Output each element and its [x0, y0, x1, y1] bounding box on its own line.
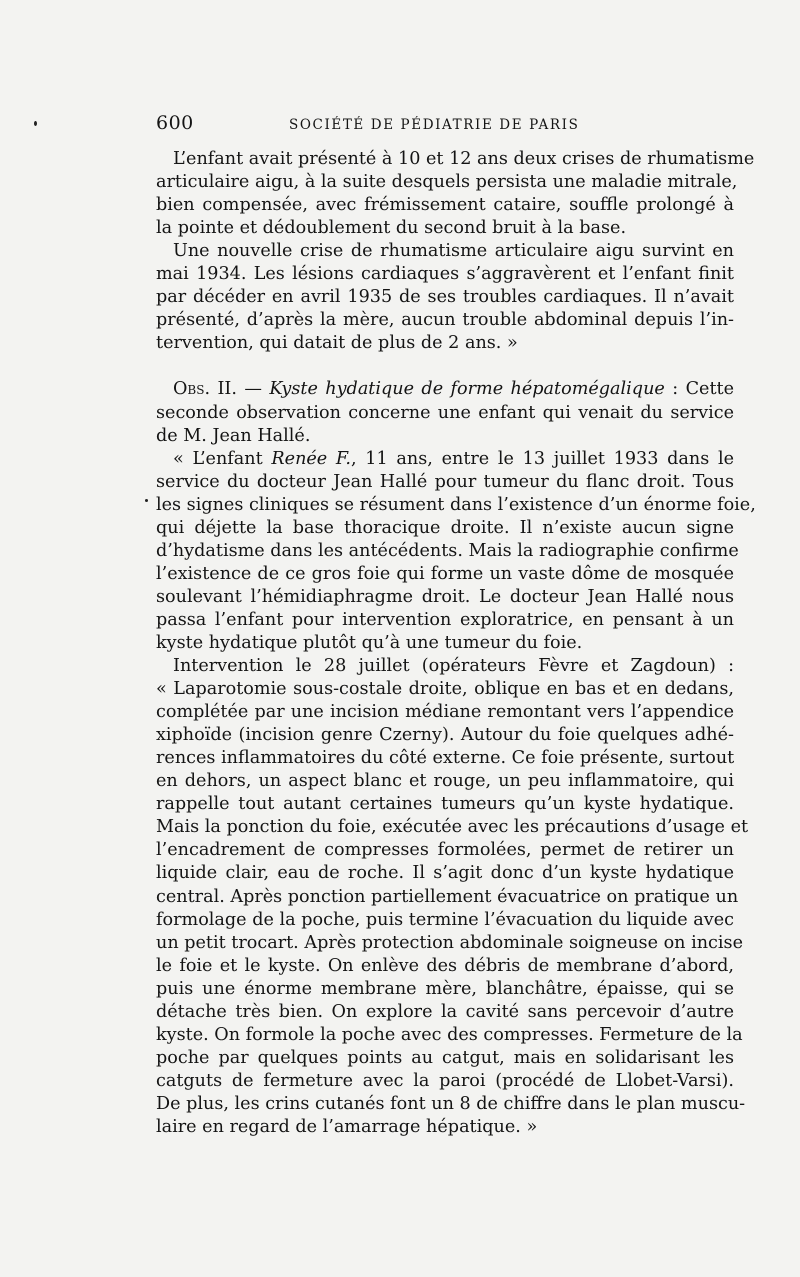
text-line: présenté, d’après la mère, aucun trouble abdominal depuis l’in-: [156, 310, 734, 331]
observation-label: Obs. II.: [173, 379, 237, 400]
patient-name: Renée F.: [271, 448, 351, 469]
text-line: puis une énorme membrane mère, blanchâtre, épaisse, qui se: [156, 978, 734, 999]
text-line: Intervention le 28 juillet (opérateurs Fèvre et Zagdoun) :: [173, 656, 734, 677]
text-line: Une nouvelle crise de rhumatisme articulaire aigu survint en: [173, 241, 734, 262]
page-header: [156, 112, 734, 136]
text-line: détache très bien. On explore la cavité sans percevoir d’autre: [156, 1001, 734, 1022]
text-line: formolage de la poche, puis termine l’évacuation du liquide avec: [156, 909, 734, 930]
text-line: en dehors, un aspect blanc et rouge, un peu inflammatoire, qui: [156, 771, 734, 792]
text-line: kyste. On formole la poche avec des compresses. Fermeture de la: [156, 1024, 743, 1045]
text-line: service du docteur Jean Hallé pour tumeur du flanc droit. Tous: [156, 471, 734, 492]
text-line: qui déjette la base thoracique droite. Il n’existe aucun signe: [156, 517, 734, 538]
text-line: tervention, qui datait de plus de 2 ans. »: [156, 333, 518, 354]
observation-title: Kyste hydatique de forme hépatomégalique: [269, 379, 665, 400]
text-line: L’enfant avait présenté à 10 et 12 ans deux crises de rhumatisme: [173, 149, 755, 169]
scan-speck: [34, 121, 37, 126]
patient-line: [156, 448, 734, 471]
text-line: Mais la ponction du foie, exécutée avec les précautions d’usage et: [156, 817, 749, 838]
text-line: de M. Jean Hallé.: [156, 425, 311, 446]
text-line: les signes cliniques se résument dans l’existence d’un énorme foie,: [156, 494, 756, 515]
text-line: complétée par une incision médiane remontant vers l’appendice: [156, 702, 734, 723]
text-line: d’hydatisme dans les antécédents. Mais la radiographie confirme: [156, 540, 739, 561]
running-title: SOCIÉTÉ DE PÉDIATRIE DE PARIS: [289, 117, 580, 133]
text-line: un petit trocart. Après protection abdominale soigneuse on incise: [156, 932, 743, 953]
page-number: 600: [156, 112, 194, 134]
observation-dash: —: [236, 379, 270, 400]
text-line: par décéder en avril 1935 de ses troubles cardiaques. Il n’avait: [156, 287, 734, 308]
patient-line-rest: , 11 ans, entre le 13 juillet 1933 dans le: [351, 448, 735, 469]
text-line: De plus, les crins cutanés font un 8 de chiffre dans le plan muscu-: [156, 1093, 746, 1114]
patient-line-start: « L’enfant: [173, 448, 272, 469]
observation-rest: : Cette: [664, 379, 734, 400]
text-line: l’existence de ce gros foie qui forme un vaste dôme de mosquée: [156, 563, 734, 584]
text-line: mai 1934. Les lésions cardiaques s’aggravèrent et l’enfant finit: [156, 264, 734, 285]
text-line: seconde observation concerne une enfant qui venait du service: [156, 402, 734, 423]
text-line: « Laparotomie sous-costale droite, oblique en bas et en dedans,: [156, 679, 734, 700]
text-line: rappelle tout autant certaines tumeurs qu’un kyste hydatique.: [156, 794, 734, 815]
text-line: catguts de fermeture avec la paroi (procédé de Llobet-Varsi).: [156, 1070, 734, 1091]
text-line: rences inflammatoires du côté externe. Ce foie présente, surtout: [156, 748, 735, 769]
body-text: [156, 148, 756, 1139]
text-line: passa l’enfant pour intervention exploratrice, en pensant à un: [156, 609, 734, 630]
text-line: liquide clair, eau de roche. Il s’agit donc d’un kyste hydatique: [156, 863, 734, 884]
text-line: la pointe et dédoublement du second bruit à la base.: [156, 218, 627, 239]
observation-heading: [156, 378, 734, 401]
text-line: bien compensée, avec frémissement cataire, souffle prolongé à: [156, 195, 734, 216]
text-line: articulaire aigu, à la suite desquels persista une maladie mitrale,: [156, 172, 738, 193]
text-line: kyste hydatique plutôt qu’à une tumeur du foie.: [156, 632, 583, 653]
scan-speck: [145, 499, 148, 502]
text-line: soulevant l’hémidiaphragme droit. Le docteur Jean Hallé nous: [156, 586, 734, 607]
text-line: laire en regard de l’amarrage hépatique. »: [156, 1116, 538, 1137]
text-line: l’encadrement de compresses formolées, permet de retirer un: [156, 840, 734, 861]
text-line: le foie et le kyste. On enlève des débris de membrane d’abord,: [156, 955, 734, 976]
text-line: central. Après ponction partiellement évacuatrice on pratique un: [156, 886, 739, 907]
text-line: xiphoïde (incision genre Czerny). Autour du foie quelques adhé-: [156, 725, 734, 746]
text-line: poche par quelques points au catgut, mais en solidarisant les: [156, 1047, 734, 1068]
paragraph-gap: [156, 355, 734, 378]
